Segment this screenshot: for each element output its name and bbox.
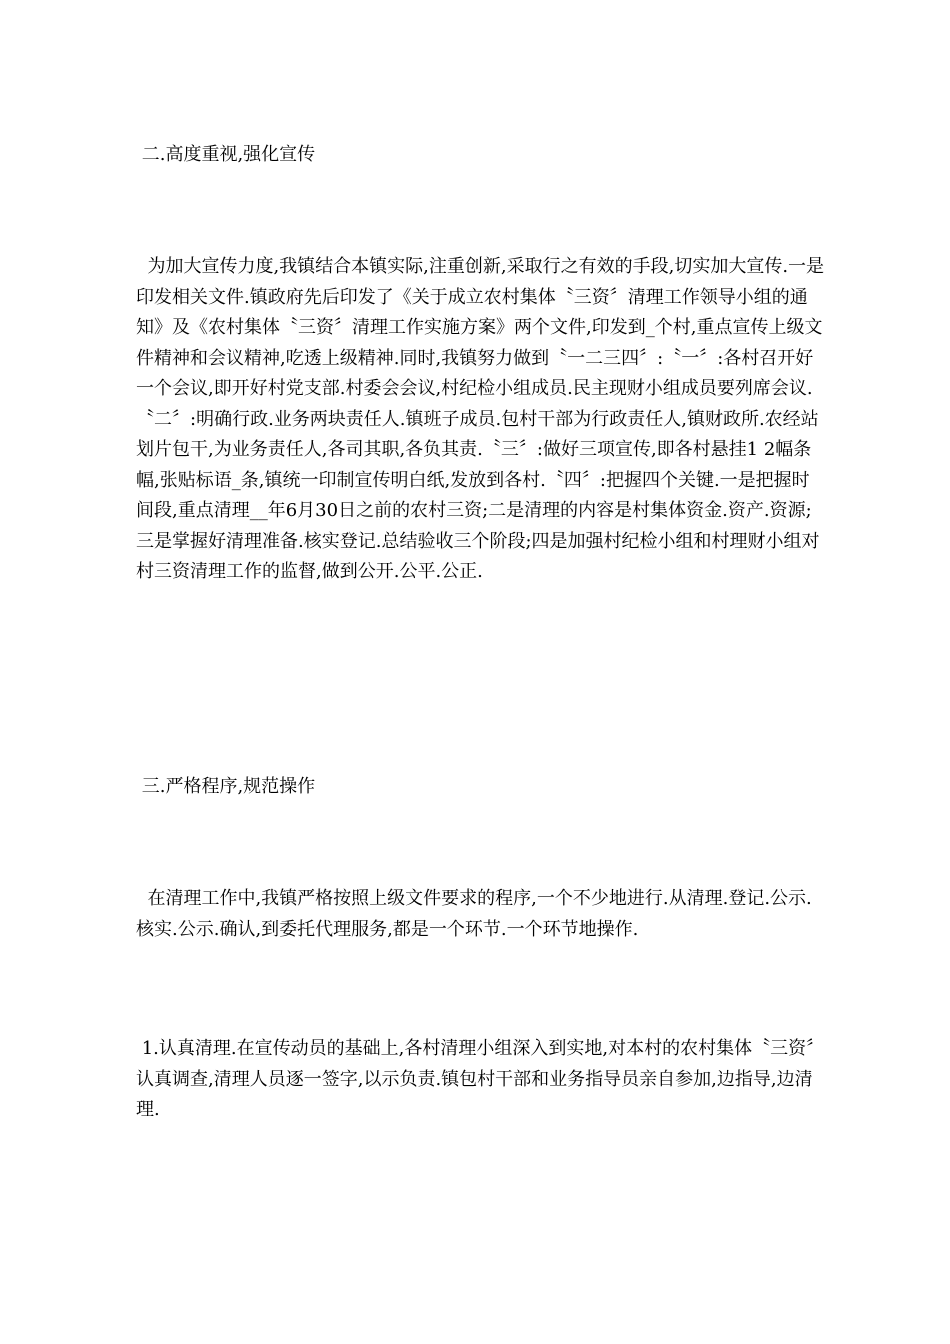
list-item-1: 1.认真清理.在宣传动员的基础上,各村清理小组深入到实地,对本村的农村集体〝三资〞认真调查,清理人员逐一签字,以示负责.镇包村干部和业务指导员亲自参加,边指导,边清理. [136,1038,825,1120]
section-paragraph-3: 在清理工作中,我镇严格按照上级文件要求的程序,一个不少地进行.从清理.登记.公示.核实.公示.确认,到委托代理服务,都是一个环节.一个环节地操作. [136,888,812,940]
section-paragraph-2: 为加大宣传力度,我镇结合本镇实际,注重创新,采取行之有效的手段,切实加大宣传.一是印发相关文件.镇政府先后印发了《关于成立农村集体〝三资〞清理工作领导小组的通知》及《农村集体〝三资〞清理工作实施方案》两个文件,印发到_个村,重点宣传上级文件精神和会议精神,吃透上级精神.同时,我镇努力做到〝一二三四〞:〝一〞:各村召开好一个会议,即开好村党支部.村委会会议,村纪检小组成员.民主现财小组成员要列席会议.〝二〞:明确行政.业务两块责任人.镇班子成员.包村干部为行政责任人,镇财政所.农经站划片包干,为业务责任人,各司其职,各负其责.〝三〞:做好三项宣传,即各村悬挂1 2幅条幅,张贴标语_条,镇统一印制宣传明白纸,发放到各村.〝四〞:把握四个关键.一是把握时间段,重点清理__年6月30日之前的农村三资;二是清理的内容是村集体资金.资产.资源;三是掌握好清理准备.核实登记.总结验收三个阶段;四是加强村纪检小组和村理财小组对村三资清理工作的监督,做到公开.公平.公正. [136,256,825,582]
section-heading-3: 三.严格程序,规范操作 [136,776,316,797]
section-heading-2: 二.高度重视,强化宣传 [136,144,316,165]
